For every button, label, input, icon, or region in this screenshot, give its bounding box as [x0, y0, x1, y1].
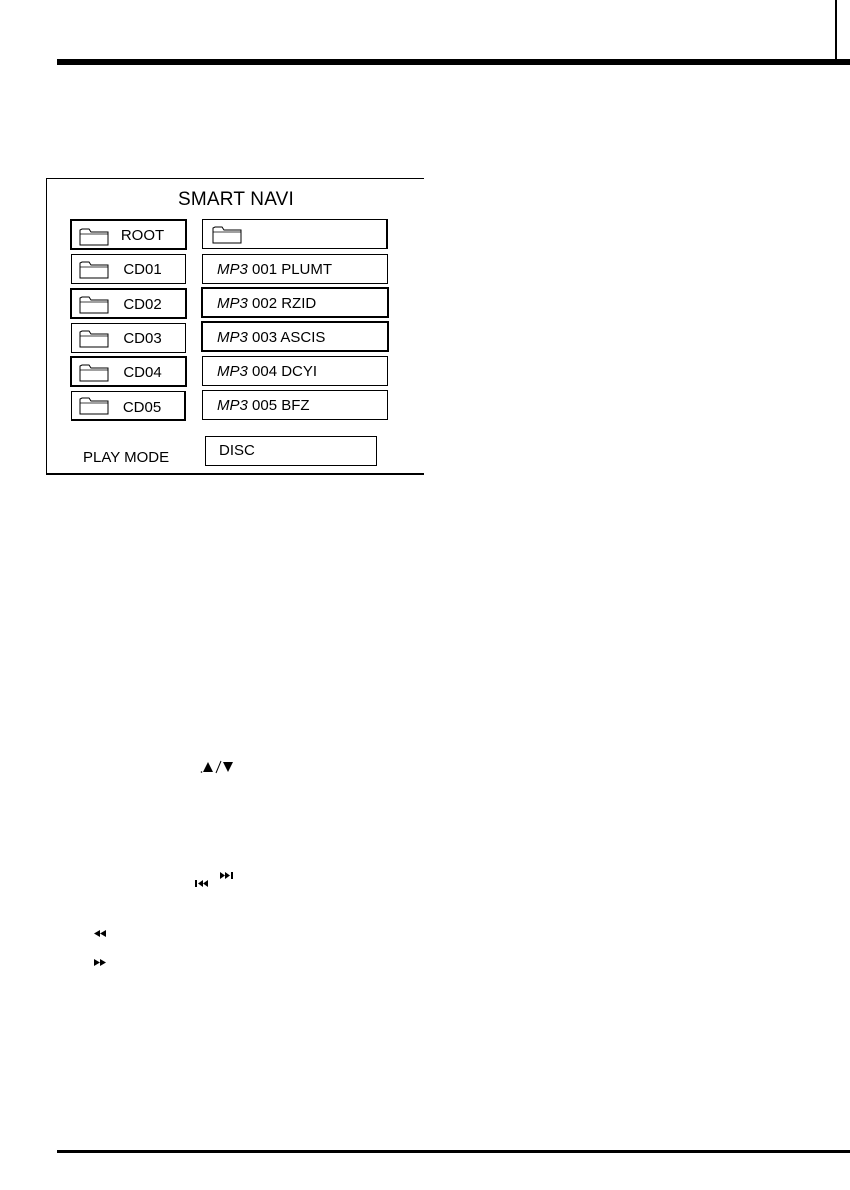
track-name: 005 BFZ — [247, 397, 310, 414]
track-name: 002 RZID — [247, 295, 317, 312]
folder-label: ROOT — [120, 227, 165, 244]
folder-cd01[interactable] — [71, 254, 186, 284]
track-name: 004 DCYI — [247, 363, 318, 380]
navi-title: SMART NAVI — [177, 189, 295, 210]
folder-label: CD02 — [123, 296, 162, 313]
play-mode-label: PLAY MODE — [83, 449, 170, 466]
previous-track-icon — [194, 880, 208, 887]
track-format: MP3 — [217, 261, 248, 278]
folder-cd05[interactable] — [71, 391, 186, 421]
track-item[interactable] — [202, 254, 388, 284]
track-name: 003 ASCIS — [247, 329, 326, 346]
folder-cd04[interactable] — [70, 356, 187, 387]
track-format: MP3 — [217, 363, 248, 380]
folder-label: CD01 — [123, 261, 162, 278]
track-parent-folder[interactable] — [202, 219, 388, 249]
folder-icon — [212, 225, 242, 244]
track-item[interactable] — [201, 287, 389, 318]
track-format: MP3 — [217, 329, 248, 346]
play-mode-selector[interactable] — [205, 436, 377, 466]
track-format: MP3 — [217, 397, 248, 414]
folder-root[interactable] — [70, 219, 187, 250]
track-format: MP3 — [217, 295, 248, 312]
folder-cd02[interactable] — [70, 288, 187, 319]
folder-label: CD05 — [122, 399, 162, 416]
footer-rule — [57, 1150, 850, 1153]
header-rule — [57, 59, 850, 65]
track-name: 001 PLUMT — [247, 261, 333, 278]
track-item[interactable] — [202, 356, 388, 386]
smart-navi-screen — [46, 178, 424, 475]
play-mode-value: DISC — [219, 442, 255, 459]
fast-forward-icon — [94, 959, 107, 966]
fast-reverse-icon — [94, 930, 107, 937]
folder-label: CD03 — [123, 330, 162, 347]
folder-label: CD04 — [123, 364, 162, 381]
next-track-icon — [220, 872, 234, 879]
up-down-arrows-icon — [200, 760, 234, 774]
folder-cd03[interactable] — [71, 323, 186, 353]
corner-crop-mark — [835, 0, 837, 60]
track-item-selected[interactable] — [201, 321, 389, 352]
track-item[interactable] — [202, 390, 388, 420]
